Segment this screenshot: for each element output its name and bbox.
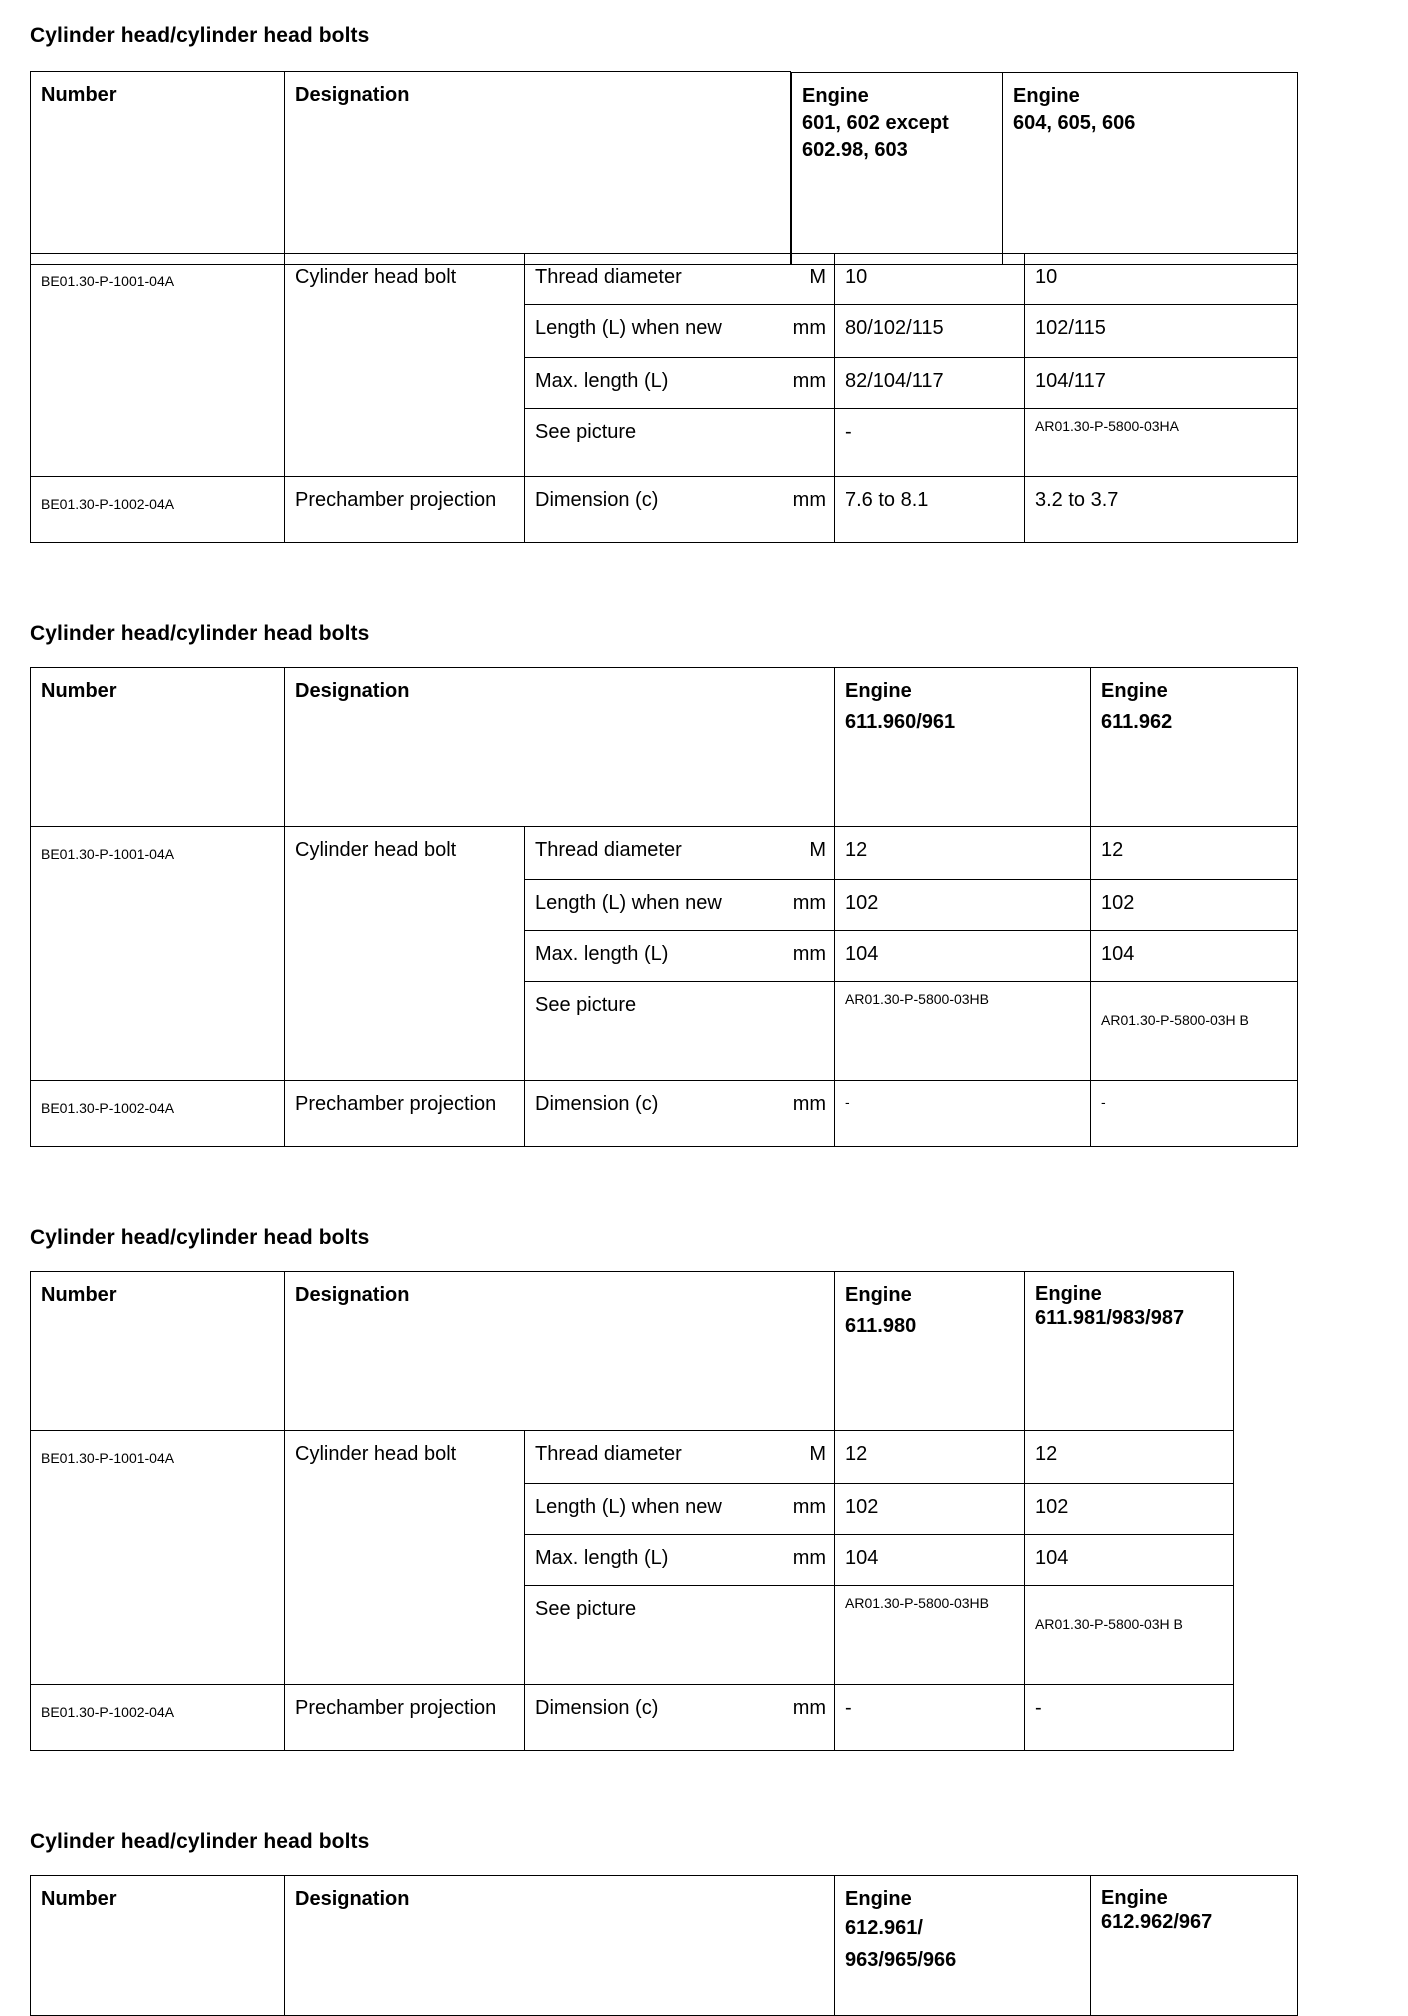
spec-table [30, 667, 1298, 1147]
row-parameter: Length (L) when new [525, 305, 759, 358]
row-unit: mm [759, 1685, 835, 1751]
section-title: Cylinder head/cylinder head bolts [30, 1226, 370, 1249]
row-parameter: Max. length (L) [525, 1535, 759, 1586]
spec-table [30, 71, 1298, 265]
row-number: BE01.30-P-1002-04A [31, 1081, 285, 1147]
header-engine-col2 [1091, 668, 1298, 827]
engine-models: 611.960/961 [845, 711, 956, 733]
row-value-engine2: - [1025, 1685, 1234, 1751]
row-value-engine1: 12 [835, 1431, 1025, 1484]
row-value-engine2: - [1091, 1081, 1298, 1147]
row-unit [759, 1586, 835, 1685]
header-designation: Designation [285, 72, 791, 265]
row-number: BE01.30-P-1002-04A [31, 1685, 285, 1751]
row-value-engine2: 104 [1091, 931, 1298, 982]
engine-label: Engine [1101, 1887, 1168, 1909]
row-value-engine1: 102 [835, 1484, 1025, 1535]
spec-table-body [30, 253, 1298, 543]
header-engine-col1 [835, 1272, 1025, 1431]
row-value-engine2: 102/115 [1025, 305, 1298, 358]
engine-label: Engine [1013, 84, 1080, 107]
section-title: Cylinder head/cylinder head bolts [30, 24, 370, 47]
row-unit: mm [759, 305, 835, 358]
row-value-engine1: 82/104/117 [835, 358, 1025, 409]
row-value-engine1: 12 [835, 827, 1091, 880]
engine-models: 611.980 [845, 1315, 917, 1337]
header-number: Number [31, 72, 285, 265]
header-engine-col1 [835, 1876, 1091, 2016]
table-header-row [31, 1876, 1298, 2016]
section-title: Cylinder head/cylinder head bolts [30, 1830, 370, 1853]
header-engine-col1 [792, 72, 1003, 264]
engine-models: 611.981/983/987 [1035, 1307, 1185, 1329]
engine-label: Engine [1101, 680, 1168, 702]
row-value-engine1: 80/102/115 [835, 305, 1025, 358]
engine-models: 604, 605, 606 [1013, 111, 1136, 134]
row-parameter: Max. length (L) [525, 931, 759, 982]
picture-reference: AR01.30-P-5800-03HA [1025, 409, 1298, 477]
row-parameter: Max. length (L) [525, 358, 759, 409]
row-number: BE01.30-P-1001-04A [31, 254, 285, 477]
row-unit: M [759, 254, 835, 305]
row-parameter: Length (L) when new [525, 880, 759, 931]
table-header-row [31, 668, 1298, 827]
row-value-engine1: 7.6 to 8.1 [835, 477, 1025, 543]
row-value-engine2: 104/117 [1025, 358, 1298, 409]
engine-models: 612.961/ 963/965/966 [845, 1917, 957, 1971]
row-unit: mm [759, 1081, 835, 1147]
picture-reference: AR01.30-P-5800-03H B [1091, 982, 1298, 1081]
row-value-engine2: 12 [1091, 827, 1298, 880]
engine-label: Engine [802, 84, 869, 107]
table-header-row [31, 72, 1298, 265]
row-value-engine2: 102 [1091, 880, 1298, 931]
spec-table [30, 1271, 1234, 1751]
header-designation: Designation [285, 668, 835, 827]
row-designation: Cylinder head bolt [285, 827, 525, 1081]
header-designation: Designation [285, 1876, 835, 2016]
header-number: Number [31, 668, 285, 827]
row-number: BE01.30-P-1001-04A [31, 827, 285, 1081]
header-engine-col1 [835, 668, 1091, 827]
engine-label: Engine [1035, 1283, 1102, 1305]
row-designation: Cylinder head bolt [285, 1431, 525, 1685]
picture-reference: AR01.30-P-5800-03HB [835, 1586, 1025, 1685]
row-number: BE01.30-P-1001-04A [31, 1431, 285, 1685]
row-value-engine1: - [835, 409, 1025, 477]
table-row [31, 254, 1298, 305]
spec-table [30, 1875, 1298, 2016]
row-value-engine1: - [835, 1685, 1025, 1751]
row-number: BE01.30-P-1002-04A [31, 477, 285, 543]
row-parameter: See picture [525, 982, 759, 1081]
row-parameter: Thread diameter [525, 254, 759, 305]
row-parameter: Thread diameter [525, 1431, 759, 1484]
row-designation: Prechamber projection [285, 1081, 525, 1147]
row-unit: mm [759, 880, 835, 931]
table-row [31, 477, 1298, 543]
row-value-engine2: 12 [1025, 1431, 1234, 1484]
row-value-engine1: 104 [835, 1535, 1025, 1586]
engine-models: 612.962/967 [1101, 1911, 1213, 1933]
row-parameter: Dimension (c) [525, 477, 759, 543]
row-unit: mm [759, 931, 835, 982]
row-designation: Prechamber projection [285, 1685, 525, 1751]
engine-label: Engine [845, 680, 912, 702]
header-number: Number [31, 1272, 285, 1431]
table-row [31, 1431, 1234, 1484]
row-unit [759, 409, 835, 477]
row-unit [759, 982, 835, 1081]
row-parameter: Thread diameter [525, 827, 759, 880]
row-unit: M [759, 827, 835, 880]
section-title: Cylinder head/cylinder head bolts [30, 622, 370, 645]
row-unit: M [759, 1431, 835, 1484]
table-row [31, 1081, 1298, 1147]
picture-reference: AR01.30-P-5800-03HB [835, 982, 1091, 1081]
row-parameter: Dimension (c) [525, 1685, 759, 1751]
row-designation: Prechamber projection [285, 477, 525, 543]
row-value-engine2: 10 [1025, 254, 1298, 305]
row-unit: mm [759, 1535, 835, 1586]
engine-models: 601, 602 except 602.98, 603 [802, 111, 949, 161]
table-row [31, 1685, 1234, 1751]
row-unit: mm [759, 1484, 835, 1535]
row-value-engine1: - [835, 1081, 1091, 1147]
row-unit: mm [759, 358, 835, 409]
row-value-engine1: 104 [835, 931, 1091, 982]
header-number: Number [31, 1876, 285, 2016]
row-parameter: See picture [525, 1586, 759, 1685]
header-engine-col2 [1091, 1876, 1298, 2016]
header-designation: Designation [285, 1272, 835, 1431]
engine-label: Engine [845, 1888, 912, 1910]
row-parameter: Length (L) when new [525, 1484, 759, 1535]
row-value-engine1: 102 [835, 880, 1091, 931]
row-value-engine2: 104 [1025, 1535, 1234, 1586]
row-parameter: Dimension (c) [525, 1081, 759, 1147]
header-engine-col2 [1025, 1272, 1234, 1431]
table-header-row [31, 1272, 1234, 1431]
engine-models: 611.962 [1101, 711, 1173, 733]
picture-reference: AR01.30-P-5800-03H B [1025, 1586, 1234, 1685]
table-row [31, 827, 1298, 880]
engine-label: Engine [845, 1284, 912, 1306]
row-value-engine2: 102 [1025, 1484, 1234, 1535]
row-value-engine2: 3.2 to 3.7 [1025, 477, 1298, 543]
row-unit: mm [759, 477, 835, 543]
row-parameter: See picture [525, 409, 759, 477]
header-engine-col2 [1003, 72, 1298, 264]
row-value-engine1: 10 [835, 254, 1025, 305]
row-designation: Cylinder head bolt [285, 254, 525, 477]
